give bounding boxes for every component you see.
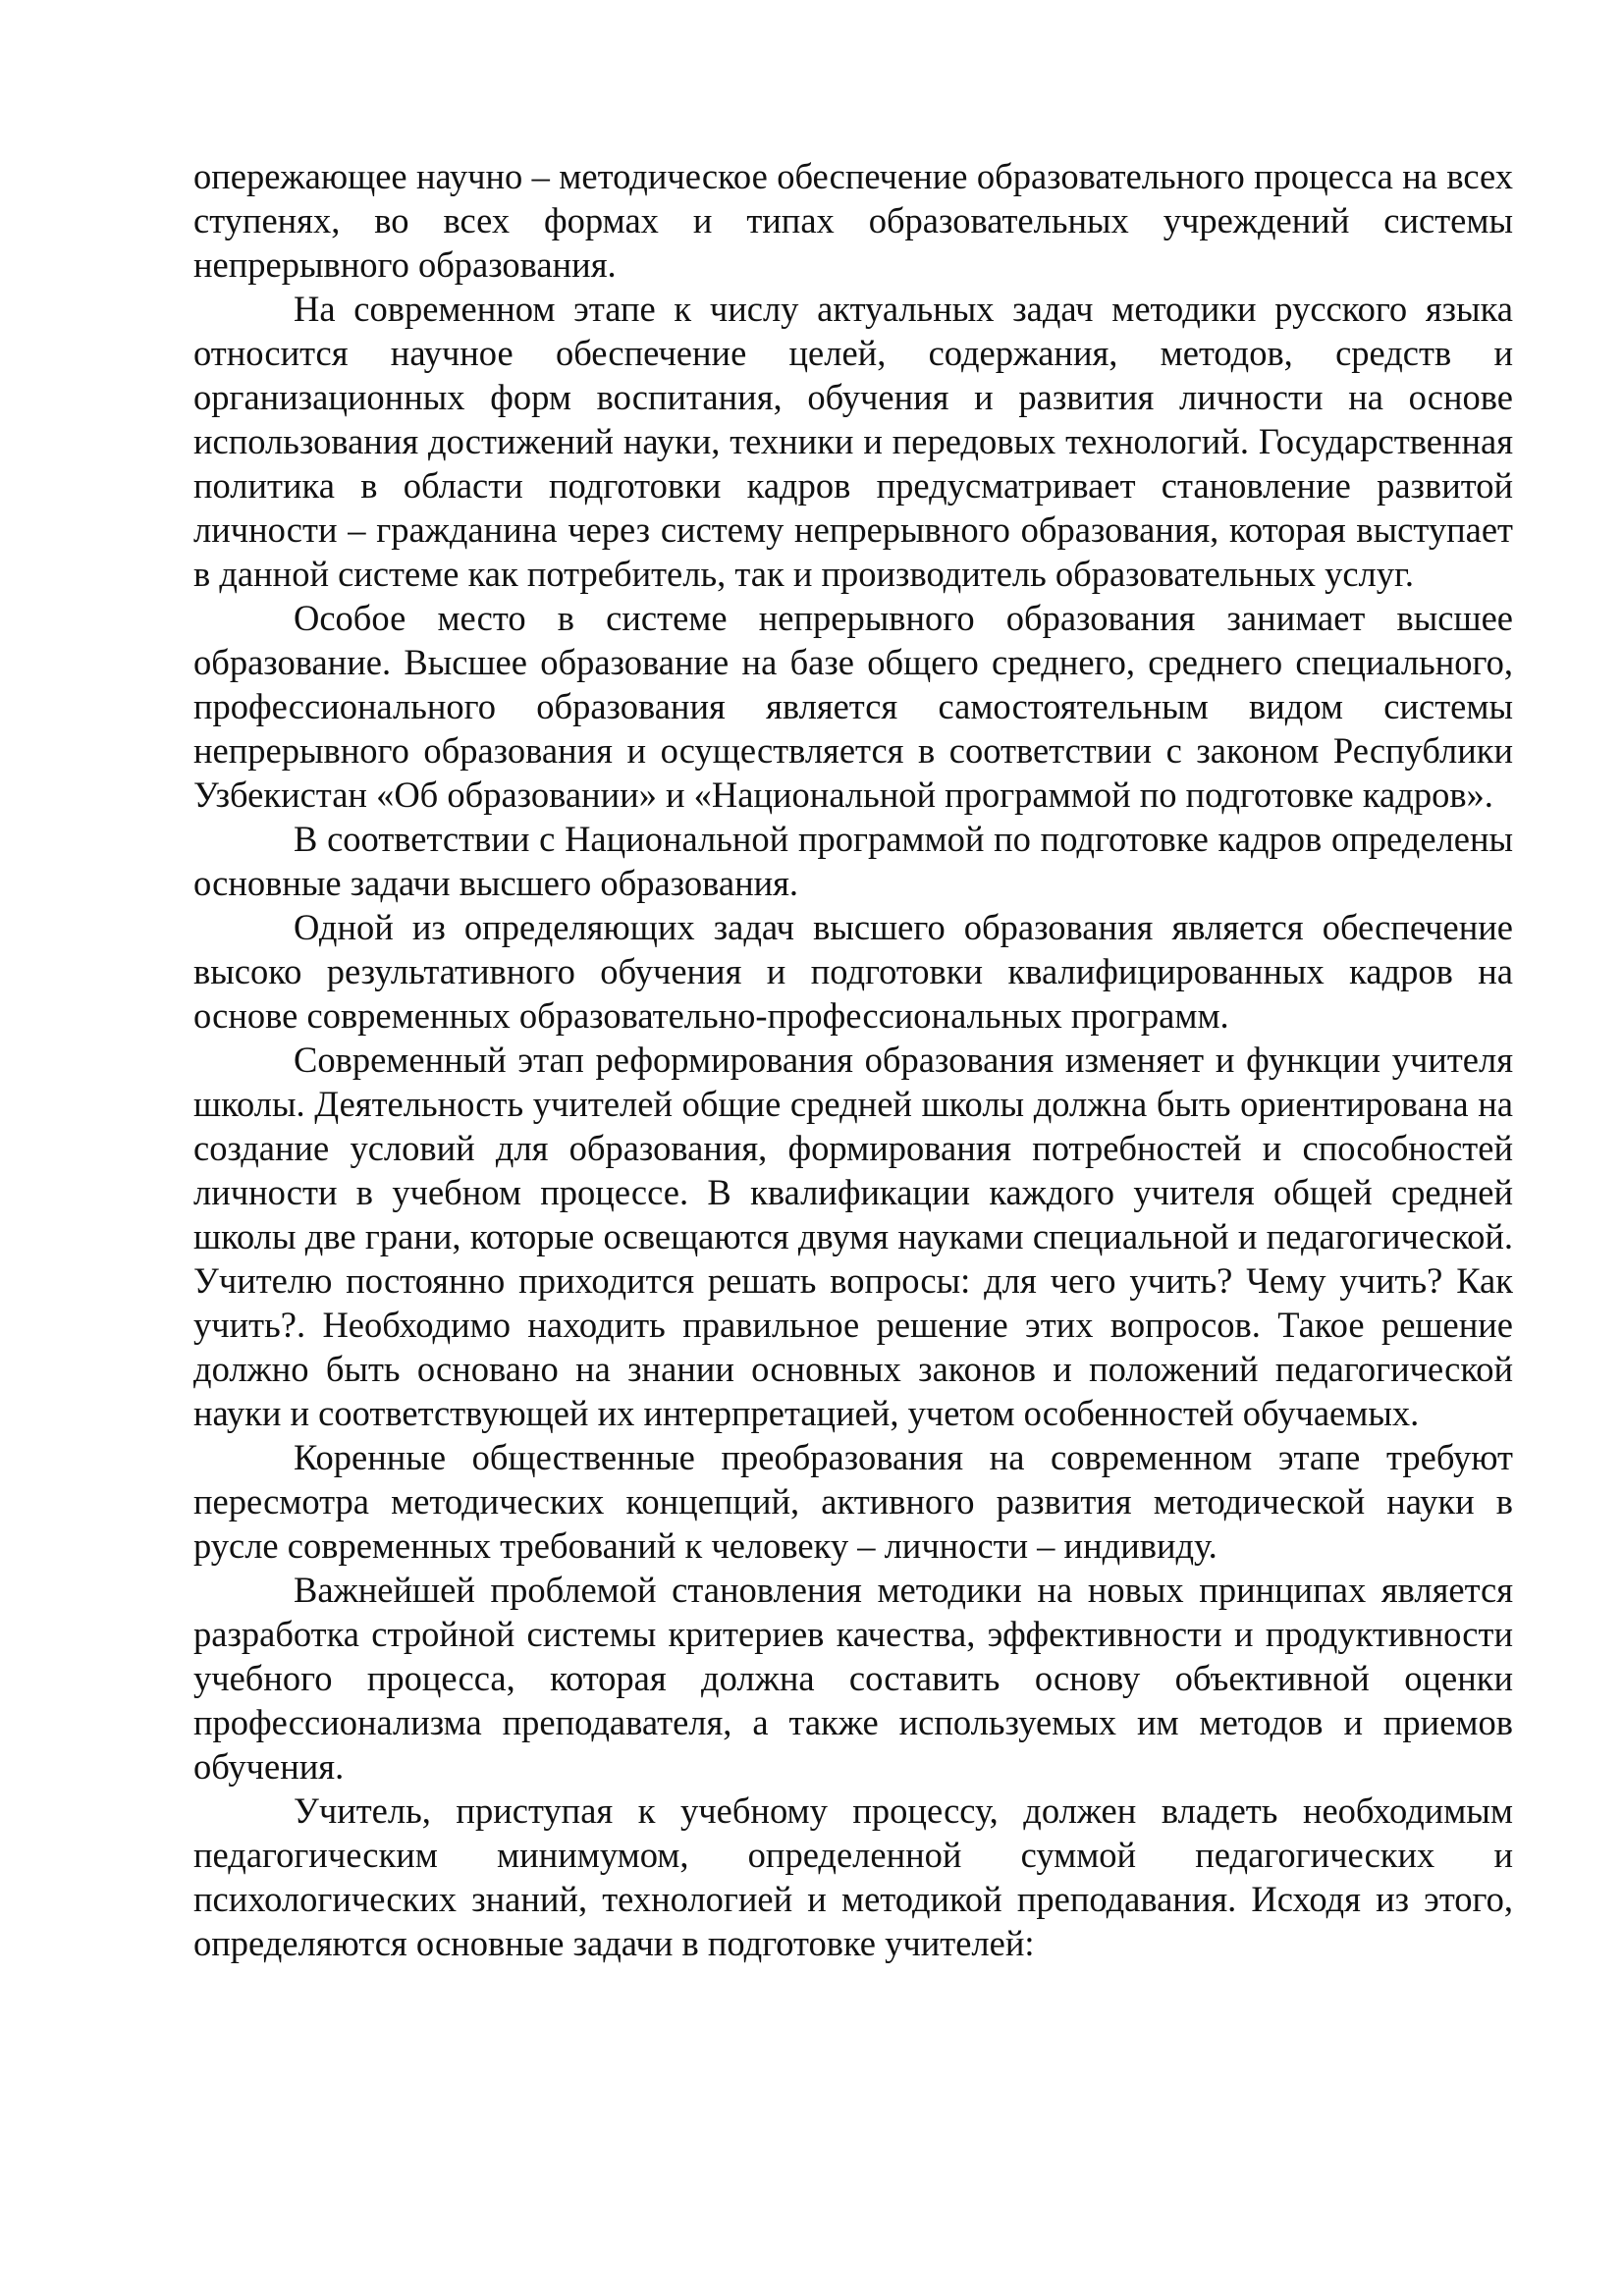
document-page	[193, 154, 1513, 1965]
paragraph: Важнейшей проблемой становления методики на новых принципах является разработка стройной системы критериев качества, эффективности и продуктивности учебного процесса, которая должна составить основу объективной оценки профессионализма преподавателя, а также используемых им методов и приемов обучения.	[193, 1570, 1513, 1787]
paragraph: На современном этапе к числу актуальных задач методики русского языка относится научное обеспечение целей, содержания, методов, средств и организационных форм воспитания, обучения и развития личности на основе использования достижений науки, техники и передовых технологий. Государственная политика в области подготовки кадров предусматривает становление развитой личности – гражданина через систему непрерывного образования, которая выступает в данной системе как потребитель, так и производитель образовательных услуг.	[193, 289, 1513, 594]
paragraph: Современный этап реформирования образования изменяет и функции учителя школы. Деятельность учителей общие средней школы должна быть ориентирована на создание условий для образования, формирования потребностей и способностей личности в учебном процессе. В квалификации каждого учителя общей средней школы две грани, которые освещаются двумя науками специальной и педагогической. Учителю постоянно приходится решать вопросы: для чего учить? Чему учить? Как учить?. Необходимо находить правильное решение этих вопросов. Такое решение должно быть основано на знании основных законов и положений педагогической науки и соответствующей их интерпретацией, учетом особенностей обучаемых.	[193, 1040, 1513, 1433]
paragraph: Особое место в системе непрерывного образования занимает высшее образование. Высшее образование на базе общего среднего, среднего специального, профессионального образования является самостоятельным видом системы непрерывного образования и осуществляется в соответствии с законом Республики Узбекистан «Об образовании» и «Национальной программой по подготовке кадров».	[193, 598, 1513, 815]
paragraph: Учитель, приступая к учебному процессу, должен владеть необходимым педагогическим минимумом, определенной суммой педагогических и психологических знаний, технологией и методикой преподавания. Исходя из этого, определяются основные задачи в подготовке учителей:	[193, 1790, 1513, 1963]
paragraph: В соответствии с Национальной программой по подготовке кадров определены основные задачи высшего образования.	[193, 819, 1513, 903]
paragraph-continuation: опережающее научно – методическое обеспечение образовательного процесса на всех ступенях, во всех формах и типах образовательных учреждений системы непрерывного образования.	[193, 156, 1513, 285]
paragraph: Коренные общественные преобразования на современном этапе требуют пересмотра методических концепций, активного развития методической науки в русле современных требований к человеку – личности – индивиду.	[193, 1437, 1513, 1566]
paragraph: Одной из определяющих задач высшего образования является обеспечение высоко результативного обучения и подготовки квалифицированных кадров на основе современных образовательно-профессиональных программ.	[193, 907, 1513, 1036]
